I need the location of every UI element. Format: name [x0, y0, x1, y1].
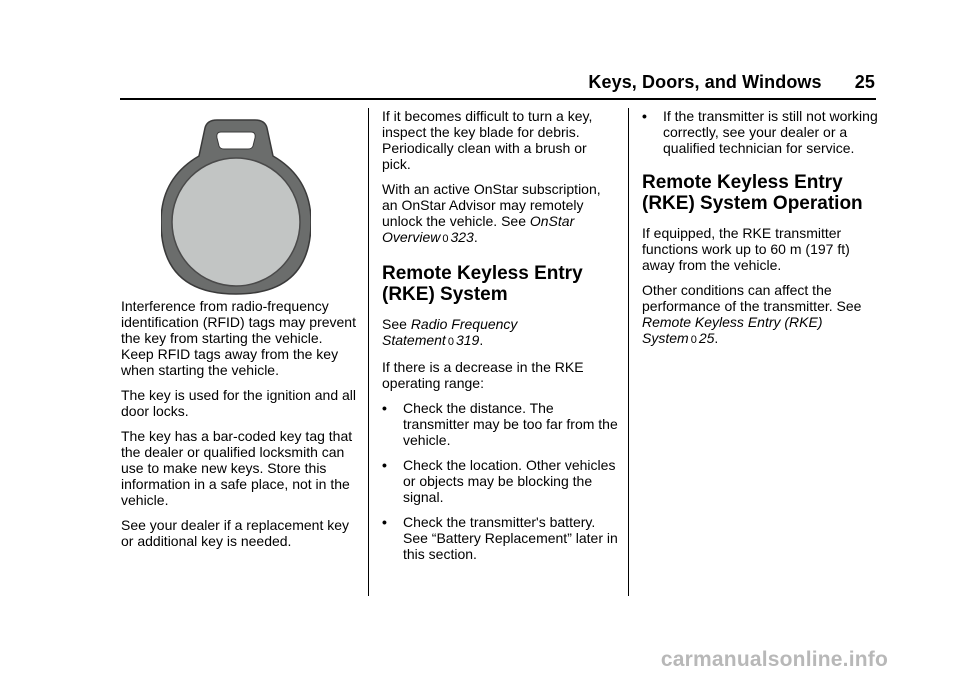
section-heading: Remote Keyless Entry (RKE) System [382, 263, 583, 305]
watermark: carmanualsonline.info [660, 648, 888, 671]
paragraph: The key is used for the ignition and all door locks. [121, 387, 357, 419]
page-ref-icon: 0 [690, 334, 697, 346]
paragraph [382, 316, 618, 350]
page-header [588, 72, 875, 93]
section-title: Keys, Doors, and Windows [588, 72, 822, 92]
link-text: OnStar Overview [382, 213, 575, 245]
paragraph-end: . [473, 229, 478, 245]
rke-system-link[interactable] [642, 314, 823, 346]
key-tag-figure [121, 108, 357, 298]
paragraph: The key has a bar-coded key tag that the dealer or qualified locksmith can use to make new keys. Store this information in a safe place, not in the vehicle. [121, 428, 353, 508]
list-item-text: If the transmitter is still not working correctly, see your dealer or a qualified technician for service. [663, 108, 878, 156]
page-ref-number: 323 [450, 229, 474, 245]
paragraph-text: Other conditions can affect the performance of the transmitter. See [642, 282, 862, 314]
paragraph [382, 181, 618, 247]
header-rule [120, 98, 876, 100]
link-text: Remote Keyless Entry (RKE) System [642, 314, 823, 346]
page-ref-number: 25 [698, 330, 715, 346]
bullet-icon: • [382, 514, 387, 530]
column-3 [642, 108, 878, 357]
paragraph: If it becomes difficult to turn a key, inspect the key blade for debris. Periodically clean with a brush or pick. [382, 108, 593, 172]
page-number: 25 [854, 72, 875, 92]
paragraph: If there is a decrease in the RKE operating range: [382, 359, 584, 391]
paragraph [642, 282, 878, 348]
rfid-key-tag-icon [161, 116, 311, 296]
list-item-text: Check the location. Other vehicles or objects may be blocking the signal. [403, 457, 616, 505]
paragraph: If equipped, the RKE transmitter functions work up to 60 m (197 ft) away from the vehicle. [642, 225, 850, 273]
page-ref-icon: 0 [447, 336, 454, 348]
list-item-text: Check the distance. The transmitter may be too far from the vehicle. [403, 400, 618, 448]
column-divider-1 [368, 108, 369, 596]
bullet-icon: • [382, 457, 387, 473]
list-item [382, 400, 618, 448]
paragraph-text: See [382, 316, 411, 332]
section-heading: Remote Keyless Entry (RKE) System Operation [642, 172, 863, 214]
paragraph-end: . [479, 332, 484, 348]
link-text: Radio Frequency Statement [382, 316, 518, 348]
paragraph: Interference from radio-frequency identification (RFID) tags may prevent the key from starting the vehicle. Keep RFID tags away from the key when starting the vehicle. [121, 298, 356, 378]
bullet-icon: • [642, 108, 647, 124]
paragraph-text: With an active OnStar subscription, an OnStar Advisor may remotely unlock the vehicle. See [382, 181, 601, 229]
page-ref-icon: 0 [442, 233, 449, 245]
bullet-list [382, 400, 618, 562]
bullet-icon: • [382, 400, 387, 416]
column-2 [382, 108, 618, 571]
list-item [382, 457, 618, 505]
column-1 [121, 108, 357, 558]
list-item-text: Check the transmitter's battery. See “Battery Replacement” later in this section. [403, 514, 618, 562]
column-divider-2 [628, 108, 629, 596]
bullet-list [642, 108, 878, 156]
page-ref-number: 319 [455, 332, 480, 348]
paragraph-end: . [714, 330, 719, 346]
paragraph: See your dealer if a replacement key or additional key is needed. [121, 517, 350, 549]
list-item [642, 108, 878, 156]
list-item [382, 514, 618, 562]
